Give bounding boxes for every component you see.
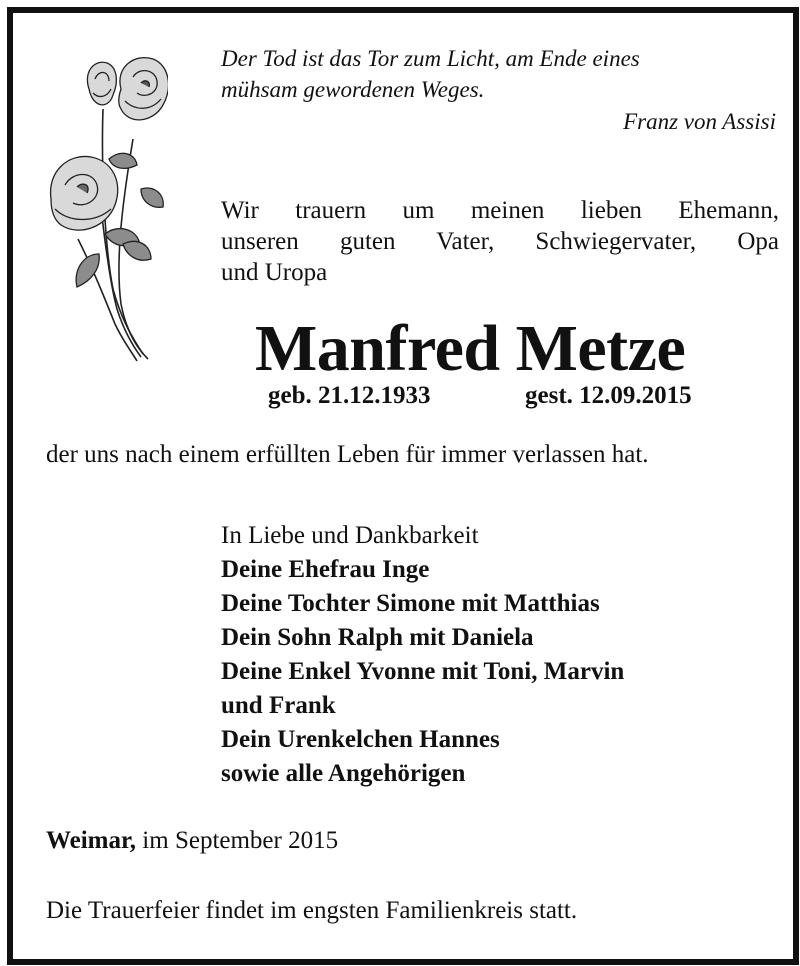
mourners-block [221,519,781,791]
place-date [46,825,338,857]
quote-line: mühsam gewordenen Weges. [221,77,485,102]
place-city: Weimar, [46,827,137,854]
intro-line: unseren guten Vater, Schwiegervater, Opa [221,228,779,255]
quote-line: Der Tod ist das Tor zum Licht, am Ende eines [221,46,640,71]
mourner-line: Dein Urenkelchen Hannes [221,726,500,753]
mourner-line: Deine Tochter Simone mit Matthias [221,590,600,617]
quote-block [221,43,776,137]
farewell-line: der uns nach einem erfüllten Leben für immer verlassen hat. [46,441,649,468]
mourners-heading: In Liebe und Dankbarkeit [221,522,479,549]
intro-line: Wir trauern um meinen lieben Ehemann, [221,197,779,224]
mourner-line: sowie alle Angehörigen [221,760,466,787]
place-month: im September 2015 [136,827,339,854]
roses-illustration [43,49,168,364]
mourner-line: Deine Ehefrau Inge [221,556,430,583]
mourning-intro [221,195,779,288]
mourner-line: und Frank [221,692,336,719]
deceased-name: Manfred Metze [255,312,686,385]
intro-line: und Uropa [221,259,328,286]
mourner-line: Dein Sohn Ralph mit Daniela [221,624,534,651]
quote-author: Franz von Assisi [623,109,776,134]
birth-date: geb. 21.12.1933 [268,382,431,409]
death-date: gest. 12.09.2015 [525,382,692,409]
obituary-card [7,7,799,965]
mourner-line: Deine Enkel Yvonne mit Toni, Marvin [221,658,625,685]
ceremony-note: Die Trauerfeier findet im engsten Familienkreis statt. [46,897,578,924]
